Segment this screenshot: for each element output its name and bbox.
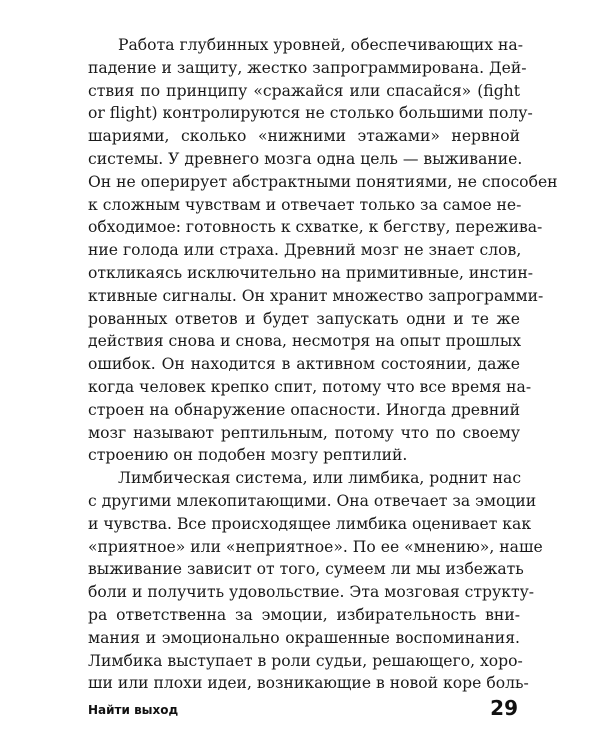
text-line: ние голода или страха. Древний мозг не знает слов,: [88, 241, 522, 260]
text-line: or flight) контролируются не столько большими полу-: [88, 104, 533, 123]
text-line: действия снова и снова, несмотря на опыт прошлых: [88, 332, 522, 351]
text-line: шариями, сколько «нижними этажами» нервной: [88, 127, 520, 146]
text-line: когда человек крепко спит, потому что все время на-: [88, 377, 532, 396]
text-line: Он не оперирует абстрактными понятиями, не способен: [88, 172, 558, 191]
text-line: ра ответственна за эмоции, избирательность вни-: [88, 605, 520, 624]
text-line: ствия по принципу «сражайся или спасайся» (fight: [88, 81, 520, 100]
text-line: Лимбическая система, или лимбика, роднит нас: [118, 469, 522, 488]
text-line: боли и получить удовольствие. Эта мозговая структу-: [88, 583, 535, 602]
text-line: мания и эмоционально окрашенные воспоминания.: [88, 628, 520, 647]
text-line: системы. У древнего мозга одна цель — выживание.: [88, 149, 523, 168]
text-line: ши или плохи идеи, возникающие в новой коре боль-: [88, 674, 529, 693]
text-line: обходимое: готовность к схватке, к бегству, пережива-: [88, 218, 543, 237]
text-line: рованных ответов и будет запускать одни и те же: [88, 309, 520, 328]
text-line: «приятное» или «неприятное». По ее «мнению», наше: [88, 537, 543, 556]
text-line: строению он подобен мозгу рептилий.: [88, 446, 408, 465]
page-number: 29: [490, 696, 518, 720]
text-line: строен на обнаружение опасности. Иногда древний: [88, 400, 520, 419]
text-line: Работа глубинных уровней, обеспечивающих на-: [118, 36, 523, 54]
text-line: ошибок. Он находится в активном состоянии, даже: [88, 355, 520, 374]
text-line: падение и защиту, жестко запрограммирована. Дей-: [88, 58, 527, 77]
body-text: [88, 34, 558, 695]
running-footer-title: Найти выход: [88, 703, 179, 717]
text-line: к сложным чувствам и отвечает только за самое не-: [88, 195, 522, 214]
text-line: Лимбика выступает в роли судьи, решающего, хоро-: [88, 651, 523, 670]
text-line: ктивные сигналы. Он хранит множество запрограмми-: [88, 286, 544, 305]
text-line: мозг называют рептильным, потому что по своему: [88, 423, 520, 442]
text-line: с другими млекопитающими. Она отвечает за эмоции: [88, 491, 537, 510]
text-line: выживание зависит от того, сумеем ли мы избежать: [88, 560, 524, 579]
text-line: и чувства. Все происходящее лимбика оценивает как: [88, 514, 532, 533]
text-line: откликаясь исключительно на примитивные, инстин-: [88, 263, 534, 282]
